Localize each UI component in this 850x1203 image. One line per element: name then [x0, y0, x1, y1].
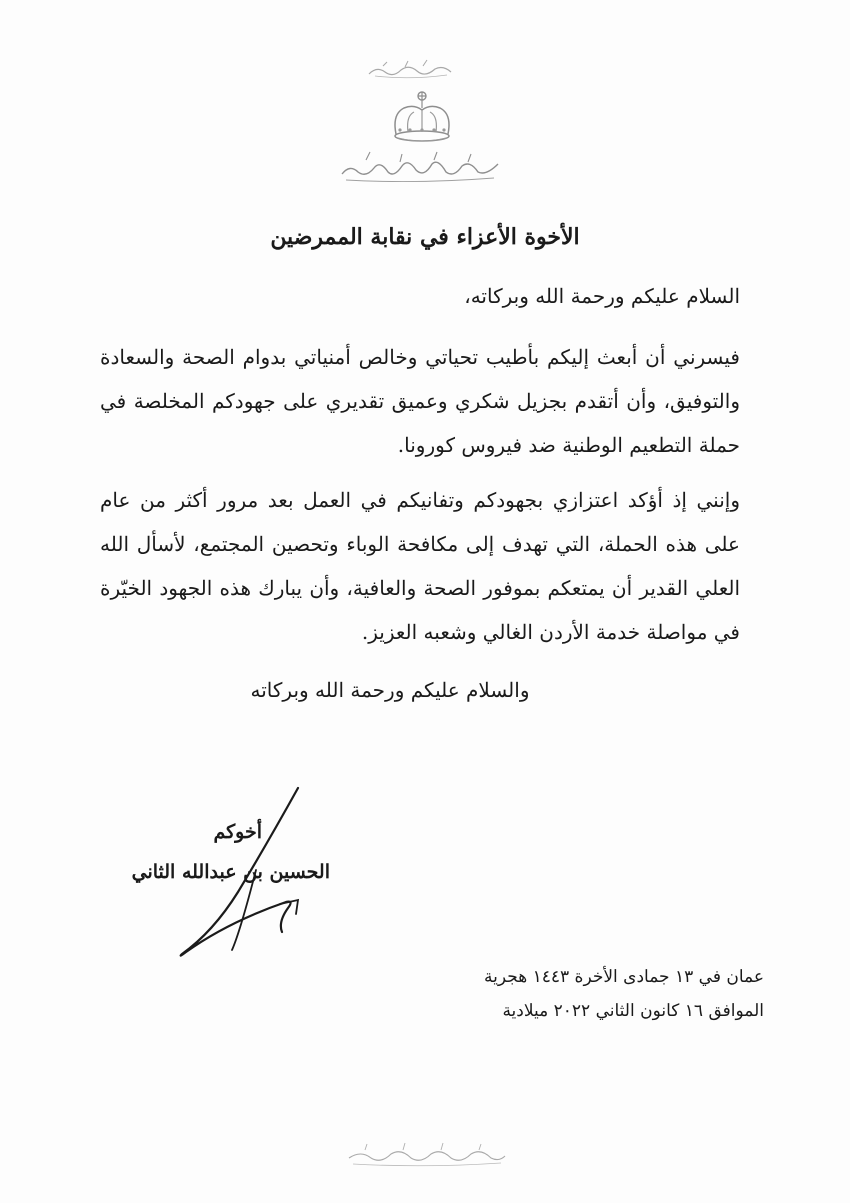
footer-emblem [345, 1140, 510, 1168]
date-gregorian: الموافق ١٦ كانون الثاني ٢٠٢٢ ميلادية [502, 1001, 764, 1021]
closing-line: والسلام عليكم ورحمة الله وبركاته [250, 678, 530, 702]
calligraphy-name-emblem [336, 150, 506, 184]
signature-brother-label: أخوكم [213, 821, 262, 843]
date-block [444, 960, 764, 1028]
paragraph-pride: وإنني إذ أؤكد اعتزازي بجهودكم وتفانيكم في العمل بعد مرور أكثر من عام على هذه الحملة، التي تهدف إلى مكافحة الوباء وتحصين المجتمع، لأسأل الله العلي القدير أن يمتعكم بموفور الصحة والعافية، وأن يبارك هذه الجهود الخيّرة في مواصلة خدمة الأردن الغالي وشعبه العزيز. [100, 488, 740, 644]
date-hijri: عمان في ١٣ جمادى الأخرة ١٤٤٣ هجرية [484, 967, 764, 987]
greeting-line: السلام عليكم ورحمة الله وبركاته، [464, 284, 740, 308]
handwritten-signature [168, 782, 318, 972]
calligraphy-emblem-top [365, 58, 455, 80]
letter-title: الأخوة الأعزاء في نقابة الممرضين [270, 224, 580, 250]
paragraph-thanks: فيسرني أن أبعث إليكم بأطيب تحياتي وخالص أمنياتي بدوام الصحة والسعادة والتوفيق، وأن أتقدم بجزيل شكري وعميق تقديري على جهودكم المخلصة في حملة التطعيم الوطنية ضد فيروس كورونا. [100, 345, 740, 457]
signature-name: الحسين بن عبدالله الثاني [131, 861, 330, 883]
royal-crown-icon [384, 86, 460, 146]
